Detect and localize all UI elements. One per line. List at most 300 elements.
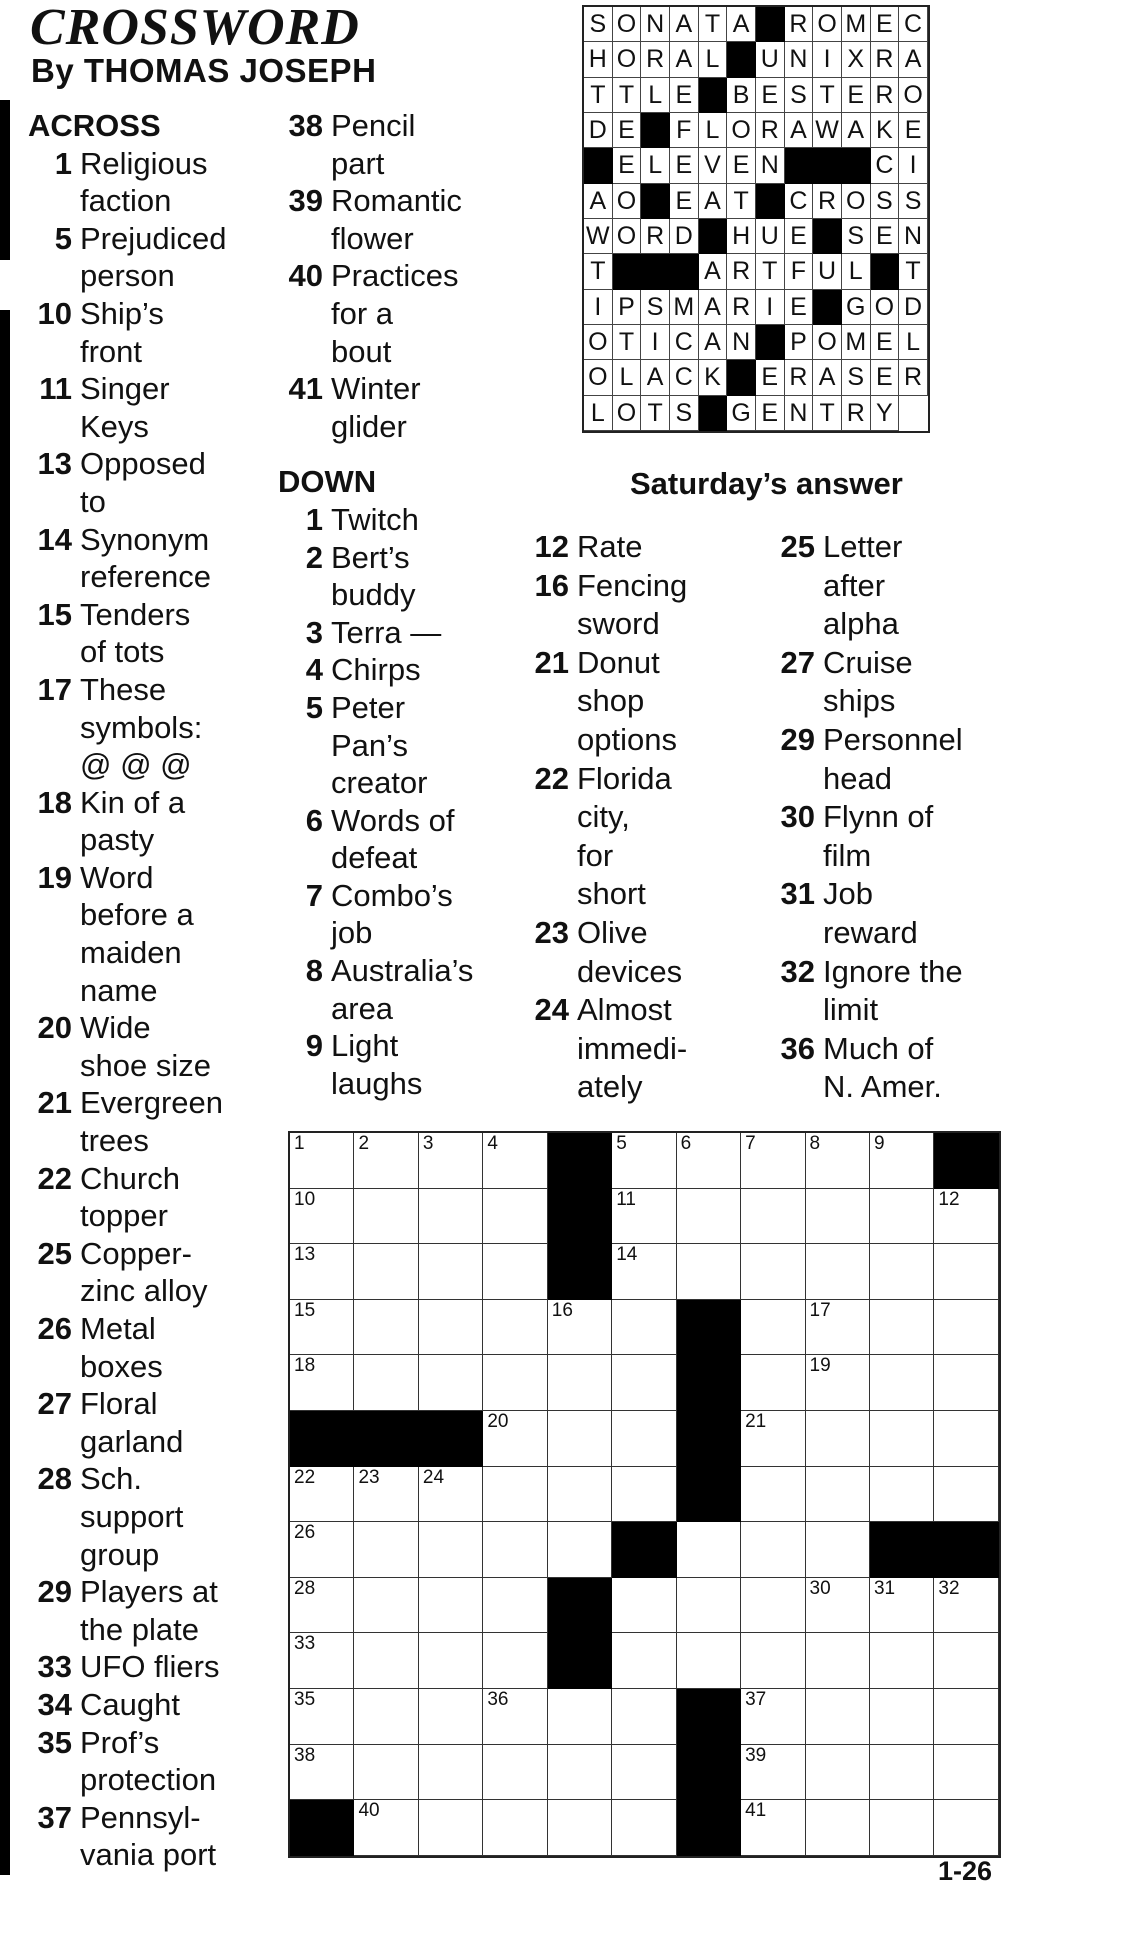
grid-cell[interactable] <box>483 1411 547 1467</box>
grid-cell[interactable] <box>419 1633 483 1689</box>
answer-letter-cell: R <box>813 184 842 219</box>
answer-letter-cell: S <box>842 219 871 254</box>
clue-text: Religious faction <box>80 145 208 219</box>
answer-letter-cell: C <box>785 184 814 219</box>
answer-letter-cell: E <box>756 78 785 113</box>
grid-cell[interactable] <box>483 1467 547 1523</box>
grid-cell[interactable] <box>741 1189 805 1245</box>
clue-number: 33 <box>37 1649 72 1685</box>
grid-cell[interactable] <box>934 1411 998 1467</box>
answer-letter-cell: A <box>842 113 871 148</box>
grid-cell[interactable] <box>612 1745 676 1801</box>
black-square <box>934 1133 998 1189</box>
answer-letter-cell: R <box>641 219 670 254</box>
grid-cell[interactable] <box>870 1189 934 1245</box>
clue-item <box>278 802 528 877</box>
clue-number: 36 <box>780 1030 815 1066</box>
grid-cell[interactable] <box>741 1578 805 1634</box>
answer-black-square <box>785 148 814 183</box>
grid-cell[interactable] <box>612 1689 676 1745</box>
grid-cell[interactable] <box>419 1800 483 1856</box>
clue-item <box>524 528 754 567</box>
grid-cell[interactable] <box>548 1411 612 1467</box>
answer-letter-cell: C <box>871 148 900 183</box>
grid-cell[interactable] <box>483 1522 547 1578</box>
grid-cell[interactable] <box>419 1745 483 1801</box>
grid-cell[interactable] <box>354 1355 418 1411</box>
grid-cell[interactable] <box>934 1244 998 1300</box>
grid-cell[interactable] <box>612 1133 676 1189</box>
clue-text: Ship’s front <box>80 295 164 369</box>
grid-cell[interactable] <box>419 1133 483 1189</box>
grid-cell[interactable] <box>612 1189 676 1245</box>
answer-letter-cell: R <box>785 360 814 395</box>
grid-cell[interactable] <box>419 1244 483 1300</box>
grid-cell[interactable] <box>677 1578 741 1634</box>
grid-cell[interactable] <box>934 1689 998 1745</box>
clue-text: Winter glider <box>331 371 421 444</box>
grid-cell[interactable] <box>741 1133 805 1189</box>
grid-cell[interactable] <box>483 1133 547 1189</box>
grid-cell[interactable] <box>677 1133 741 1189</box>
grid-cell[interactable] <box>290 1467 354 1523</box>
answer-letter-cell: L <box>899 325 928 360</box>
grid-cell[interactable] <box>290 1355 354 1411</box>
grid-cell[interactable] <box>612 1467 676 1523</box>
answer-letter-cell: T <box>813 396 842 431</box>
grid-cell[interactable] <box>806 1689 870 1745</box>
clue-item <box>28 145 268 220</box>
grid-cell[interactable] <box>483 1578 547 1634</box>
clue-number: 11 <box>39 371 72 407</box>
grid-cell[interactable] <box>741 1689 805 1745</box>
clue-text: Pennsyl- vania port <box>80 1799 217 1873</box>
answer-letter-cell: T <box>727 184 756 219</box>
clue-number: 1 <box>54 145 72 181</box>
grid-cell[interactable] <box>870 1633 934 1689</box>
grid-cell[interactable] <box>741 1467 805 1523</box>
clue-text: Personnel head <box>823 721 963 796</box>
cell-number: 24 <box>422 1466 445 1488</box>
grid-cell[interactable] <box>677 1633 741 1689</box>
grid-cell[interactable] <box>741 1522 805 1578</box>
grid-cell[interactable] <box>419 1578 483 1634</box>
clue-text: Metal boxes <box>80 1311 163 1384</box>
answer-letter-cell: A <box>785 113 814 148</box>
answer-letter-cell: O <box>613 7 642 42</box>
cell-number: 17 <box>809 1299 831 1321</box>
clue-item <box>28 1799 268 1874</box>
grid-cell[interactable] <box>548 1800 612 1856</box>
answer-letter-cell: T <box>641 396 670 431</box>
answer-letter-cell: I <box>813 42 842 77</box>
clue-item <box>28 370 268 445</box>
clue-number: 21 <box>534 644 569 680</box>
down-clue-list-3 <box>524 528 754 1107</box>
grid-cell[interactable] <box>806 1244 870 1300</box>
clue-text: Words of defeat <box>331 802 455 876</box>
grid-cell[interactable] <box>290 1522 354 1578</box>
answer-letter-cell: E <box>670 78 699 113</box>
answer-letter-cell: M <box>670 290 699 325</box>
clue-item <box>770 528 1010 644</box>
answer-letter-cell: Y <box>871 396 900 431</box>
grid-cell[interactable] <box>419 1467 483 1523</box>
clue-number: 30 <box>780 799 815 835</box>
grid-cell[interactable] <box>419 1689 483 1745</box>
answer-letter-cell: A <box>699 290 728 325</box>
grid-cell[interactable] <box>870 1800 934 1856</box>
clue-item <box>28 1160 268 1235</box>
answer-letter-cell: L <box>842 254 871 289</box>
answer-letter-cell: A <box>584 184 613 219</box>
cell-number: 12 <box>938 1188 960 1210</box>
answer-letter-cell: S <box>584 7 613 42</box>
cell-number: 14 <box>616 1244 638 1266</box>
grid-cell[interactable] <box>741 1633 805 1689</box>
clue-number: 31 <box>780 876 815 912</box>
answer-letter-cell: O <box>727 113 756 148</box>
grid-cell[interactable] <box>290 1745 354 1801</box>
down-heading: DOWN <box>278 464 377 500</box>
clue-text: Prof’s protection <box>80 1724 217 1798</box>
grid-cell[interactable] <box>483 1355 547 1411</box>
grid-cell[interactable] <box>419 1355 483 1411</box>
answer-letter-cell: T <box>584 254 613 289</box>
grid-cell[interactable] <box>806 1633 870 1689</box>
clue-text: Terra — <box>331 614 442 650</box>
clue-number: 21 <box>37 1085 72 1121</box>
answer-letter-cell: S <box>641 290 670 325</box>
grid-cell[interactable] <box>806 1355 870 1411</box>
crossword-grid <box>288 1131 1001 1858</box>
clue-number: 29 <box>780 721 815 757</box>
date-code: 1-26 <box>938 1856 993 1886</box>
cell-number: 38 <box>294 1744 316 1766</box>
answer-letter-cell: R <box>871 78 900 113</box>
clue-number: 40 <box>288 258 323 294</box>
grid-cell[interactable] <box>806 1522 870 1578</box>
grid-cell[interactable] <box>870 1689 934 1745</box>
answer-letter-cell: T <box>813 78 842 113</box>
grid-cell[interactable] <box>354 1633 418 1689</box>
grid-cell[interactable] <box>419 1522 483 1578</box>
clue-number: 5 <box>305 689 323 725</box>
grid-cell[interactable] <box>548 1355 612 1411</box>
clue-number: 16 <box>534 567 569 603</box>
grid-cell[interactable] <box>612 1355 676 1411</box>
grid-cell[interactable] <box>934 1745 998 1801</box>
grid-cell[interactable] <box>290 1578 354 1634</box>
answer-letter-cell: N <box>641 7 670 42</box>
grid-cell[interactable] <box>806 1300 870 1356</box>
grid-cell[interactable] <box>870 1355 934 1411</box>
answer-letter-cell: F <box>785 254 814 289</box>
grid-cell[interactable] <box>483 1244 547 1300</box>
grid-cell[interactable] <box>612 1244 676 1300</box>
answer-letter-cell: S <box>871 184 900 219</box>
answer-letter-cell: U <box>756 219 785 254</box>
clue-text: Word before a maiden name <box>80 859 194 1008</box>
grid-cell[interactable] <box>483 1689 547 1745</box>
grid-cell[interactable] <box>290 1633 354 1689</box>
grid-cell[interactable] <box>612 1633 676 1689</box>
grid-cell[interactable] <box>806 1467 870 1523</box>
answer-letter-cell: E <box>871 7 900 42</box>
grid-cell[interactable] <box>483 1300 547 1356</box>
clue-text: Olive devices <box>577 914 683 989</box>
grid-cell[interactable] <box>806 1578 870 1634</box>
grid-cell[interactable] <box>806 1800 870 1856</box>
answer-letter-cell: R <box>641 42 670 77</box>
answer-letter-cell: T <box>584 78 613 113</box>
grid-cell[interactable] <box>354 1689 418 1745</box>
cell-number: 21 <box>745 1410 767 1432</box>
clue-item <box>28 1009 268 1084</box>
answer-letter-cell: N <box>785 396 814 431</box>
answer-black-square <box>842 148 871 183</box>
grid-cell[interactable] <box>612 1411 676 1467</box>
grid-cell[interactable] <box>354 1578 418 1634</box>
answer-letter-cell: N <box>756 148 785 183</box>
clue-number: 37 <box>37 1799 72 1835</box>
down-clue-list-2 <box>278 501 528 1103</box>
answer-letter-cell: P <box>613 290 642 325</box>
grid-cell[interactable] <box>612 1800 676 1856</box>
answer-letter-cell: T <box>699 7 728 42</box>
clue-number: 7 <box>305 877 323 913</box>
grid-cell[interactable] <box>290 1300 354 1356</box>
answer-letter-cell: M <box>842 325 871 360</box>
answer-letter-cell: E <box>613 148 642 183</box>
answer-letter-cell: C <box>670 360 699 395</box>
down-clue-list-4 <box>770 528 1010 1107</box>
answer-label: Saturday’s answer <box>630 466 903 501</box>
grid-cell[interactable] <box>934 1355 998 1411</box>
answer-letter-cell: H <box>727 219 756 254</box>
clue-text: Wide shoe size <box>80 1010 211 1083</box>
clue-item <box>524 760 754 914</box>
grid-cell[interactable] <box>354 1244 418 1300</box>
clue-number: 28 <box>37 1461 72 1497</box>
clue-item <box>28 1084 268 1159</box>
grid-cell[interactable] <box>483 1800 547 1856</box>
grid-cell[interactable] <box>290 1244 354 1300</box>
clue-item <box>28 1686 268 1724</box>
cell-number: 30 <box>809 1577 831 1599</box>
grid-cell[interactable] <box>934 1467 998 1523</box>
clue-item <box>28 1460 268 1573</box>
clue-text: Light laughs <box>331 1028 423 1101</box>
clue-item <box>278 689 528 802</box>
clue-item <box>770 1030 1010 1107</box>
grid-cell[interactable] <box>934 1633 998 1689</box>
clue-number: 3 <box>305 614 323 650</box>
cell-number: 35 <box>294 1688 316 1710</box>
answer-letter-cell: E <box>871 360 900 395</box>
clue-number: 13 <box>37 446 72 482</box>
clue-text: Copper- zinc alloy <box>80 1235 208 1309</box>
black-square <box>548 1633 612 1689</box>
grid-cell[interactable] <box>612 1300 676 1356</box>
grid-cell[interactable] <box>354 1133 418 1189</box>
across-column-1 <box>28 107 268 1874</box>
grid-cell[interactable] <box>612 1578 676 1634</box>
answer-letter-cell: E <box>727 148 756 183</box>
grid-cell[interactable] <box>483 1633 547 1689</box>
clue-number: 8 <box>305 953 323 989</box>
cell-number: 19 <box>809 1355 831 1377</box>
cell-number: 4 <box>487 1133 498 1154</box>
grid-cell[interactable] <box>806 1411 870 1467</box>
clue-number: 22 <box>37 1160 72 1196</box>
grid-cell[interactable] <box>741 1300 805 1356</box>
clue-item <box>28 220 268 295</box>
grid-cell[interactable] <box>934 1300 998 1356</box>
answer-letter-cell: R <box>899 360 928 395</box>
grid-cell[interactable] <box>806 1189 870 1245</box>
grid-cell[interactable] <box>419 1300 483 1356</box>
grid-cell[interactable] <box>934 1578 998 1634</box>
across-clue-list-2 <box>278 107 528 445</box>
answer-black-square <box>756 184 785 219</box>
clue-item <box>278 182 528 257</box>
clue-text: Fencing sword <box>577 567 688 642</box>
grid-cell[interactable] <box>677 1522 741 1578</box>
clue-number: 29 <box>37 1574 72 1610</box>
clue-text: Chirps <box>331 652 421 688</box>
grid-cell[interactable] <box>548 1467 612 1523</box>
grid-cell[interactable] <box>677 1244 741 1300</box>
grid-cell[interactable] <box>354 1467 418 1523</box>
answer-letter-cell: R <box>842 396 871 431</box>
grid-cell[interactable] <box>741 1800 805 1856</box>
clue-number: 32 <box>780 953 815 989</box>
grid-cell[interactable] <box>677 1189 741 1245</box>
cell-number: 28 <box>294 1577 316 1599</box>
black-square <box>677 1467 741 1523</box>
clue-number: 17 <box>37 671 72 707</box>
grid-cell[interactable] <box>870 1244 934 1300</box>
black-square <box>612 1522 676 1578</box>
grid-cell[interactable] <box>741 1355 805 1411</box>
answer-black-square <box>641 113 670 148</box>
cell-number: 15 <box>294 1299 316 1321</box>
grid-cell[interactable] <box>870 1411 934 1467</box>
grid-cell[interactable] <box>741 1411 805 1467</box>
cell-number: 1 <box>294 1133 305 1154</box>
puzzle-title: CROSSWORD <box>30 0 360 56</box>
black-square <box>419 1411 483 1467</box>
grid-cell[interactable] <box>870 1745 934 1801</box>
grid-cell[interactable] <box>354 1800 418 1856</box>
grid-cell[interactable] <box>483 1745 547 1801</box>
grid-cell[interactable] <box>870 1467 934 1523</box>
grid-cell[interactable] <box>548 1300 612 1356</box>
black-square <box>677 1411 741 1467</box>
clue-text: Much of N. Amer. <box>823 1030 942 1105</box>
answer-letter-cell: G <box>727 396 756 431</box>
clue-text: Cruise ships <box>823 644 913 719</box>
answer-letter-cell: I <box>641 325 670 360</box>
grid-cell[interactable] <box>806 1133 870 1189</box>
grid-cell[interactable] <box>483 1189 547 1245</box>
grid-cell[interactable] <box>741 1244 805 1300</box>
black-square <box>548 1133 612 1189</box>
answer-letter-cell: A <box>699 325 728 360</box>
grid-cell[interactable] <box>419 1189 483 1245</box>
black-square <box>677 1745 741 1801</box>
answer-letter-cell: R <box>785 7 814 42</box>
grid-cell[interactable] <box>354 1300 418 1356</box>
grid-cell[interactable] <box>548 1689 612 1745</box>
grid-cell[interactable] <box>290 1133 354 1189</box>
grid-cell[interactable] <box>354 1745 418 1801</box>
answer-letter-cell: E <box>785 290 814 325</box>
answer-letter-cell: S <box>842 360 871 395</box>
grid-cell[interactable] <box>741 1745 805 1801</box>
answer-black-square <box>699 78 728 113</box>
grid-cell[interactable] <box>934 1189 998 1245</box>
cell-number: 16 <box>551 1299 573 1321</box>
answer-letter-cell: N <box>727 325 756 360</box>
grid-cell[interactable] <box>870 1133 934 1189</box>
grid-cell[interactable] <box>934 1800 998 1856</box>
grid-cell[interactable] <box>548 1745 612 1801</box>
answer-letter-cell: O <box>813 325 842 360</box>
clue-text: Sch. support group <box>80 1461 184 1572</box>
left-edge-bar-bottom <box>0 310 10 1875</box>
clue-number: 39 <box>288 183 323 219</box>
grid-cell[interactable] <box>354 1189 418 1245</box>
answer-letter-cell: D <box>670 219 699 254</box>
grid-cell[interactable] <box>870 1300 934 1356</box>
answer-letter-cell: E <box>670 148 699 183</box>
answer-letter-cell: P <box>785 325 814 360</box>
answer-letter-cell: T <box>756 254 785 289</box>
answer-letter-cell: E <box>899 113 928 148</box>
grid-cell[interactable] <box>806 1745 870 1801</box>
clue-number: 9 <box>305 1028 323 1064</box>
previous-answer-grid <box>582 5 930 433</box>
clue-number: 12 <box>534 529 569 564</box>
cell-number: 36 <box>487 1688 509 1710</box>
answer-letter-cell: S <box>899 184 928 219</box>
answer-letter-cell: K <box>699 360 728 395</box>
clue-text: Combo’s job <box>331 877 453 951</box>
answer-letter-cell: O <box>899 78 928 113</box>
clue-item <box>28 1648 268 1686</box>
cell-number: 40 <box>358 1800 380 1822</box>
clue-number: 26 <box>37 1311 72 1346</box>
grid-cell[interactable] <box>290 1689 354 1745</box>
clue-number: 22 <box>534 760 569 796</box>
grid-cell[interactable] <box>354 1522 418 1578</box>
answer-letter-cell: O <box>613 396 642 431</box>
clue-item <box>278 539 528 614</box>
grid-cell[interactable] <box>548 1522 612 1578</box>
grid-cell[interactable] <box>870 1578 934 1634</box>
answer-letter-cell: L <box>584 396 613 431</box>
clue-text: Almost immedi- ately <box>577 992 688 1105</box>
cell-number: 37 <box>745 1688 767 1710</box>
answer-black-square <box>871 254 900 289</box>
clue-text: Players at the plate <box>80 1574 218 1647</box>
cell-number: 33 <box>294 1633 316 1655</box>
grid-cell[interactable] <box>290 1189 354 1245</box>
answer-letter-cell: E <box>785 219 814 254</box>
clue-text: Australia’s area <box>331 953 474 1026</box>
